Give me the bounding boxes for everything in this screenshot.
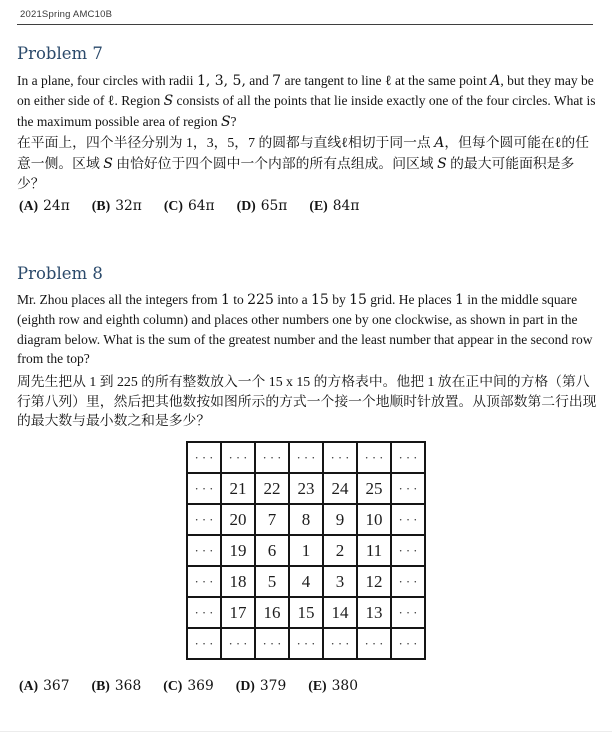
text-segment: and [245, 73, 273, 88]
problem7-heading: Problem 7 [17, 44, 103, 63]
grid-cell: 9 [323, 504, 357, 535]
math-variable: S [220, 113, 231, 130]
problem7-choices [19, 197, 359, 215]
problem8-heading: Problem 8 [17, 264, 103, 283]
grid-cell-ellipsis: ··· [187, 535, 221, 566]
choice-value: 32π [115, 198, 142, 214]
grid-row [187, 566, 425, 597]
choice-c [164, 197, 215, 215]
choice-d [236, 677, 287, 695]
text-segment: In a plane, four circles with radii [17, 73, 197, 88]
grid-cell-ellipsis: ··· [391, 628, 425, 659]
choice-value: 64π [187, 198, 215, 214]
grid-cell-ellipsis: ··· [391, 473, 425, 504]
text-segment: 的任意一侧。区域 [17, 135, 589, 171]
grid-cell-ellipsis: ··· [187, 597, 221, 628]
spiral-grid-table [186, 441, 426, 660]
header-divider [17, 24, 593, 25]
grid-cell: 13 [357, 597, 391, 628]
problem8-choices [19, 677, 358, 695]
choice-label: (E) [308, 678, 327, 693]
grid-cell: 6 [255, 535, 289, 566]
grid-cell: 10 [357, 504, 391, 535]
grid-cell: 16 [255, 597, 289, 628]
choice-label: (B) [91, 198, 111, 213]
choice-a [19, 197, 70, 215]
choice-value: 24π [43, 198, 70, 214]
problem7-text-english [17, 71, 601, 132]
grid-row [187, 628, 425, 659]
grid-cell-ellipsis: ··· [391, 535, 425, 566]
math-token: 15 [311, 292, 329, 308]
grid-cell: 3 [323, 566, 357, 597]
math-variable: A [434, 135, 445, 151]
grid-cell: 22 [255, 473, 289, 504]
text-segment: 周先生把从 1 到 225 的所有整数放入一个 15 x 15 的方格表中。他把 1 放在正中间的方格（第八行第八列）里，然后把其他数按如图所示的方式一个接一个地顺时针放置。从顶部数第二行出现的最大数与最小数之和是多少？ [17, 374, 597, 429]
choice-label: (A) [19, 678, 39, 693]
grid-cell-ellipsis: ··· [391, 566, 425, 597]
math-token-ell: ℓ [341, 135, 348, 151]
choice-value: 367 [43, 678, 70, 694]
grid-cell: 23 [289, 473, 323, 504]
grid-row [187, 504, 425, 535]
math-variable: S [437, 155, 447, 172]
choice-e [309, 197, 359, 215]
grid-cell-ellipsis: ··· [357, 628, 391, 659]
text-segment: , but they may be on either side of [17, 73, 594, 109]
text-segment: in the middle square (eighth row and eighth column) and places other numbers one by one clockwise, as shown in part in the diagram below. What is the sum of the greatest number and the least number that appear in the second row from the top? [17, 292, 593, 367]
choice-label: (C) [163, 678, 183, 693]
choice-value: 369 [187, 678, 214, 694]
grid-cell: 17 [221, 597, 255, 628]
grid-cell: 24 [323, 473, 357, 504]
grid-cell-ellipsis: ··· [391, 442, 425, 473]
grid-cell-ellipsis: ··· [187, 628, 221, 659]
choice-label: (B) [91, 678, 110, 693]
grid-cell: 2 [323, 535, 357, 566]
grid-cell: 19 [221, 535, 255, 566]
math-token-ell: ℓ [554, 135, 562, 151]
text-segment: at the same point [391, 73, 491, 88]
spiral-grid-container [0, 441, 612, 660]
choice-label: (D) [235, 678, 255, 693]
choice-a [19, 677, 70, 695]
text-segment: 在平面上，四个半径分别为 1，3，5，7 的圆都与直线 [17, 135, 342, 150]
grid-cell-ellipsis: ··· [323, 442, 357, 473]
choice-c [163, 677, 214, 695]
math-variable: A [490, 73, 501, 89]
grid-row [187, 473, 425, 504]
grid-cell: 20 [221, 504, 255, 535]
problem8-text-chinese [17, 372, 601, 431]
text-segment: by [328, 292, 350, 307]
choice-value: 368 [114, 678, 142, 694]
grid-cell: 8 [289, 504, 323, 535]
grid-cell: 1 [289, 535, 323, 566]
math-variable: S [163, 93, 174, 110]
text-segment: ，但每个圆可能在 [444, 135, 555, 150]
grid-row [187, 535, 425, 566]
grid-cell-ellipsis: ··· [391, 597, 425, 628]
problem8-text-english [17, 290, 601, 369]
text-segment: . Region [114, 93, 164, 109]
math-token: 15 [349, 292, 367, 308]
choice-e [308, 677, 358, 695]
grid-cell: 12 [357, 566, 391, 597]
math-token: 1 [220, 292, 230, 308]
grid-cell-ellipsis: ··· [187, 566, 221, 597]
grid-cell: 7 [255, 504, 289, 535]
choice-d [237, 197, 288, 215]
grid-cell: 11 [357, 535, 391, 566]
choice-label: (A) [19, 198, 39, 213]
grid-cell-ellipsis: ··· [289, 628, 323, 659]
grid-cell-ellipsis: ··· [187, 442, 221, 473]
grid-cell-ellipsis: ··· [187, 504, 221, 535]
grid-row [187, 442, 425, 473]
grid-cell-ellipsis: ··· [323, 628, 357, 659]
grid-cell-ellipsis: ··· [357, 442, 391, 473]
choice-value: 380 [331, 678, 358, 694]
math-token: 7 [272, 73, 282, 89]
choice-value: 84π [332, 198, 360, 214]
choice-b [92, 677, 142, 695]
grid-cell-ellipsis: ··· [255, 442, 289, 473]
text-segment: into a [273, 292, 311, 307]
text-segment: 由恰好位于四个圆中一个内部的所有点组成。问区域 [112, 155, 438, 171]
problem7-text-chinese [17, 133, 601, 194]
choice-label: (E) [309, 198, 328, 213]
text-segment: Mr. Zhou places all the integers from [17, 292, 221, 307]
math-token: 225 [247, 292, 274, 308]
text-segment: 相切于同一点 [347, 135, 435, 150]
text-segment: consists of all the points that lie inside exactly one of the four circles. What is the maximum possible area of region [17, 93, 596, 129]
grid-cell: 21 [221, 473, 255, 504]
choice-label: (C) [163, 198, 183, 213]
choice-value: 65π [260, 198, 288, 214]
grid-row [187, 597, 425, 628]
text-segment: to [229, 292, 248, 307]
math-variable: S [103, 155, 113, 172]
math-token-ell: ℓ [107, 93, 115, 110]
grid-cell: 25 [357, 473, 391, 504]
text-segment: ? [230, 113, 237, 129]
text-segment: 的最大可能面积是多少？ [17, 155, 575, 192]
grid-cell: 18 [221, 566, 255, 597]
choice-value: 379 [259, 678, 287, 694]
grid-cell: 5 [255, 566, 289, 597]
grid-cell-ellipsis: ··· [255, 628, 289, 659]
document-header-title: 2021Spring AMC10B [20, 9, 113, 20]
grid-cell: 14 [323, 597, 357, 628]
grid-cell: 4 [289, 566, 323, 597]
grid-cell-ellipsis: ··· [221, 442, 255, 473]
choice-b [92, 197, 142, 215]
grid-cell-ellipsis: ··· [221, 628, 255, 659]
text-segment: grid. He places [366, 292, 455, 307]
text-segment: are tangent to line [281, 73, 385, 88]
number-grid-body [187, 442, 425, 659]
grid-cell: 15 [289, 597, 323, 628]
grid-cell-ellipsis: ··· [289, 442, 323, 473]
choice-label: (D) [236, 198, 256, 213]
page-bottom-divider [0, 731, 612, 732]
math-token: 1, 3, 5, [196, 73, 246, 89]
grid-cell-ellipsis: ··· [187, 473, 221, 504]
math-token-ell: ℓ [384, 73, 392, 89]
math-token: 1 [455, 292, 464, 308]
grid-cell-ellipsis: ··· [391, 504, 425, 535]
